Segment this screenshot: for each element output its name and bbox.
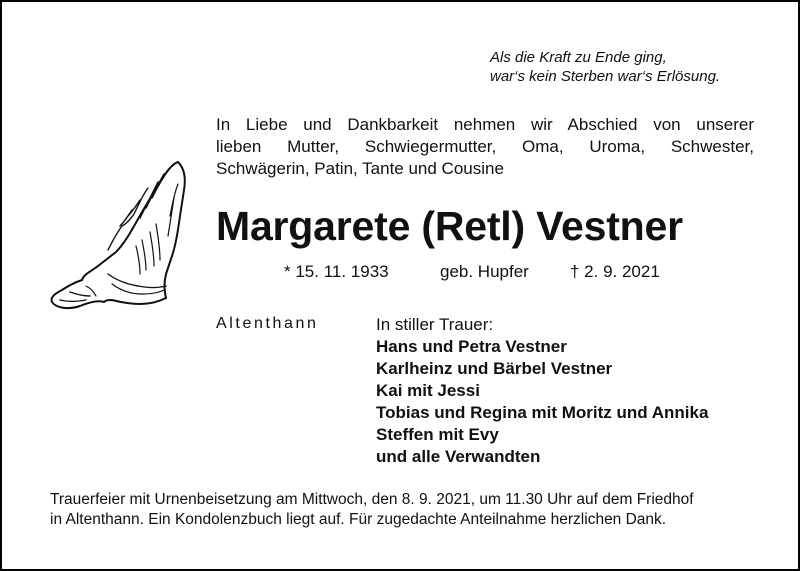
mourner-name: Hans und Petra Vestner — [376, 337, 567, 356]
life-dates — [284, 261, 744, 283]
funeral-info-line-2: in Altenthann. Ein Kondolenzbuch liegt auf. Für zugedachte Anteilnahme herzlichen Dank. — [50, 511, 667, 528]
mourners-label: In stiller Trauer: — [376, 315, 494, 334]
quote-line-2: war‘s kein Sterben war‘s Erlösung. — [490, 68, 721, 85]
mourner-name: Tobias und Regina mit Moritz und Annika — [376, 403, 709, 422]
birth-date: * 15. 11. 1933 — [284, 262, 389, 281]
funeral-info-line-1: Trauerfeier mit Urnenbeisetzung am Mittwoch, den 8. 9. 2021, um 11.30 Uhr auf dem Friedhof — [50, 491, 694, 508]
mourner-name: Steffen mit Evy — [376, 425, 499, 444]
funeral-info — [50, 490, 770, 530]
intro-text — [216, 114, 754, 180]
death-date: † 2. 9. 2021 — [570, 262, 660, 281]
praying-hands-icon — [46, 154, 196, 314]
mourner-name: und alle Verwandten — [376, 447, 541, 466]
intro-line-2: lieben Mutter, Schwiegermutter, Oma, Uroma, Schwester, — [216, 137, 754, 156]
mourners-list — [376, 314, 776, 468]
mourner-name: Kai mit Jessi — [376, 381, 480, 400]
deceased-name: Margarete (Retl) Vestner — [216, 203, 683, 249]
mourner-name: Karlheinz und Bärbel Vestner — [376, 359, 613, 378]
intro-line-3: Schwägerin, Patin, Tante und Cousine — [216, 159, 504, 178]
quote-line-1: Als die Kraft zu Ende ging, — [490, 49, 667, 66]
maiden-name: geb. Hupfer — [440, 262, 529, 281]
place-name: Altenthann — [216, 315, 319, 332]
intro-line-1: In Liebe und Dankbarkeit nehmen wir Abschied von unserer — [216, 115, 754, 134]
quote — [490, 48, 780, 86]
